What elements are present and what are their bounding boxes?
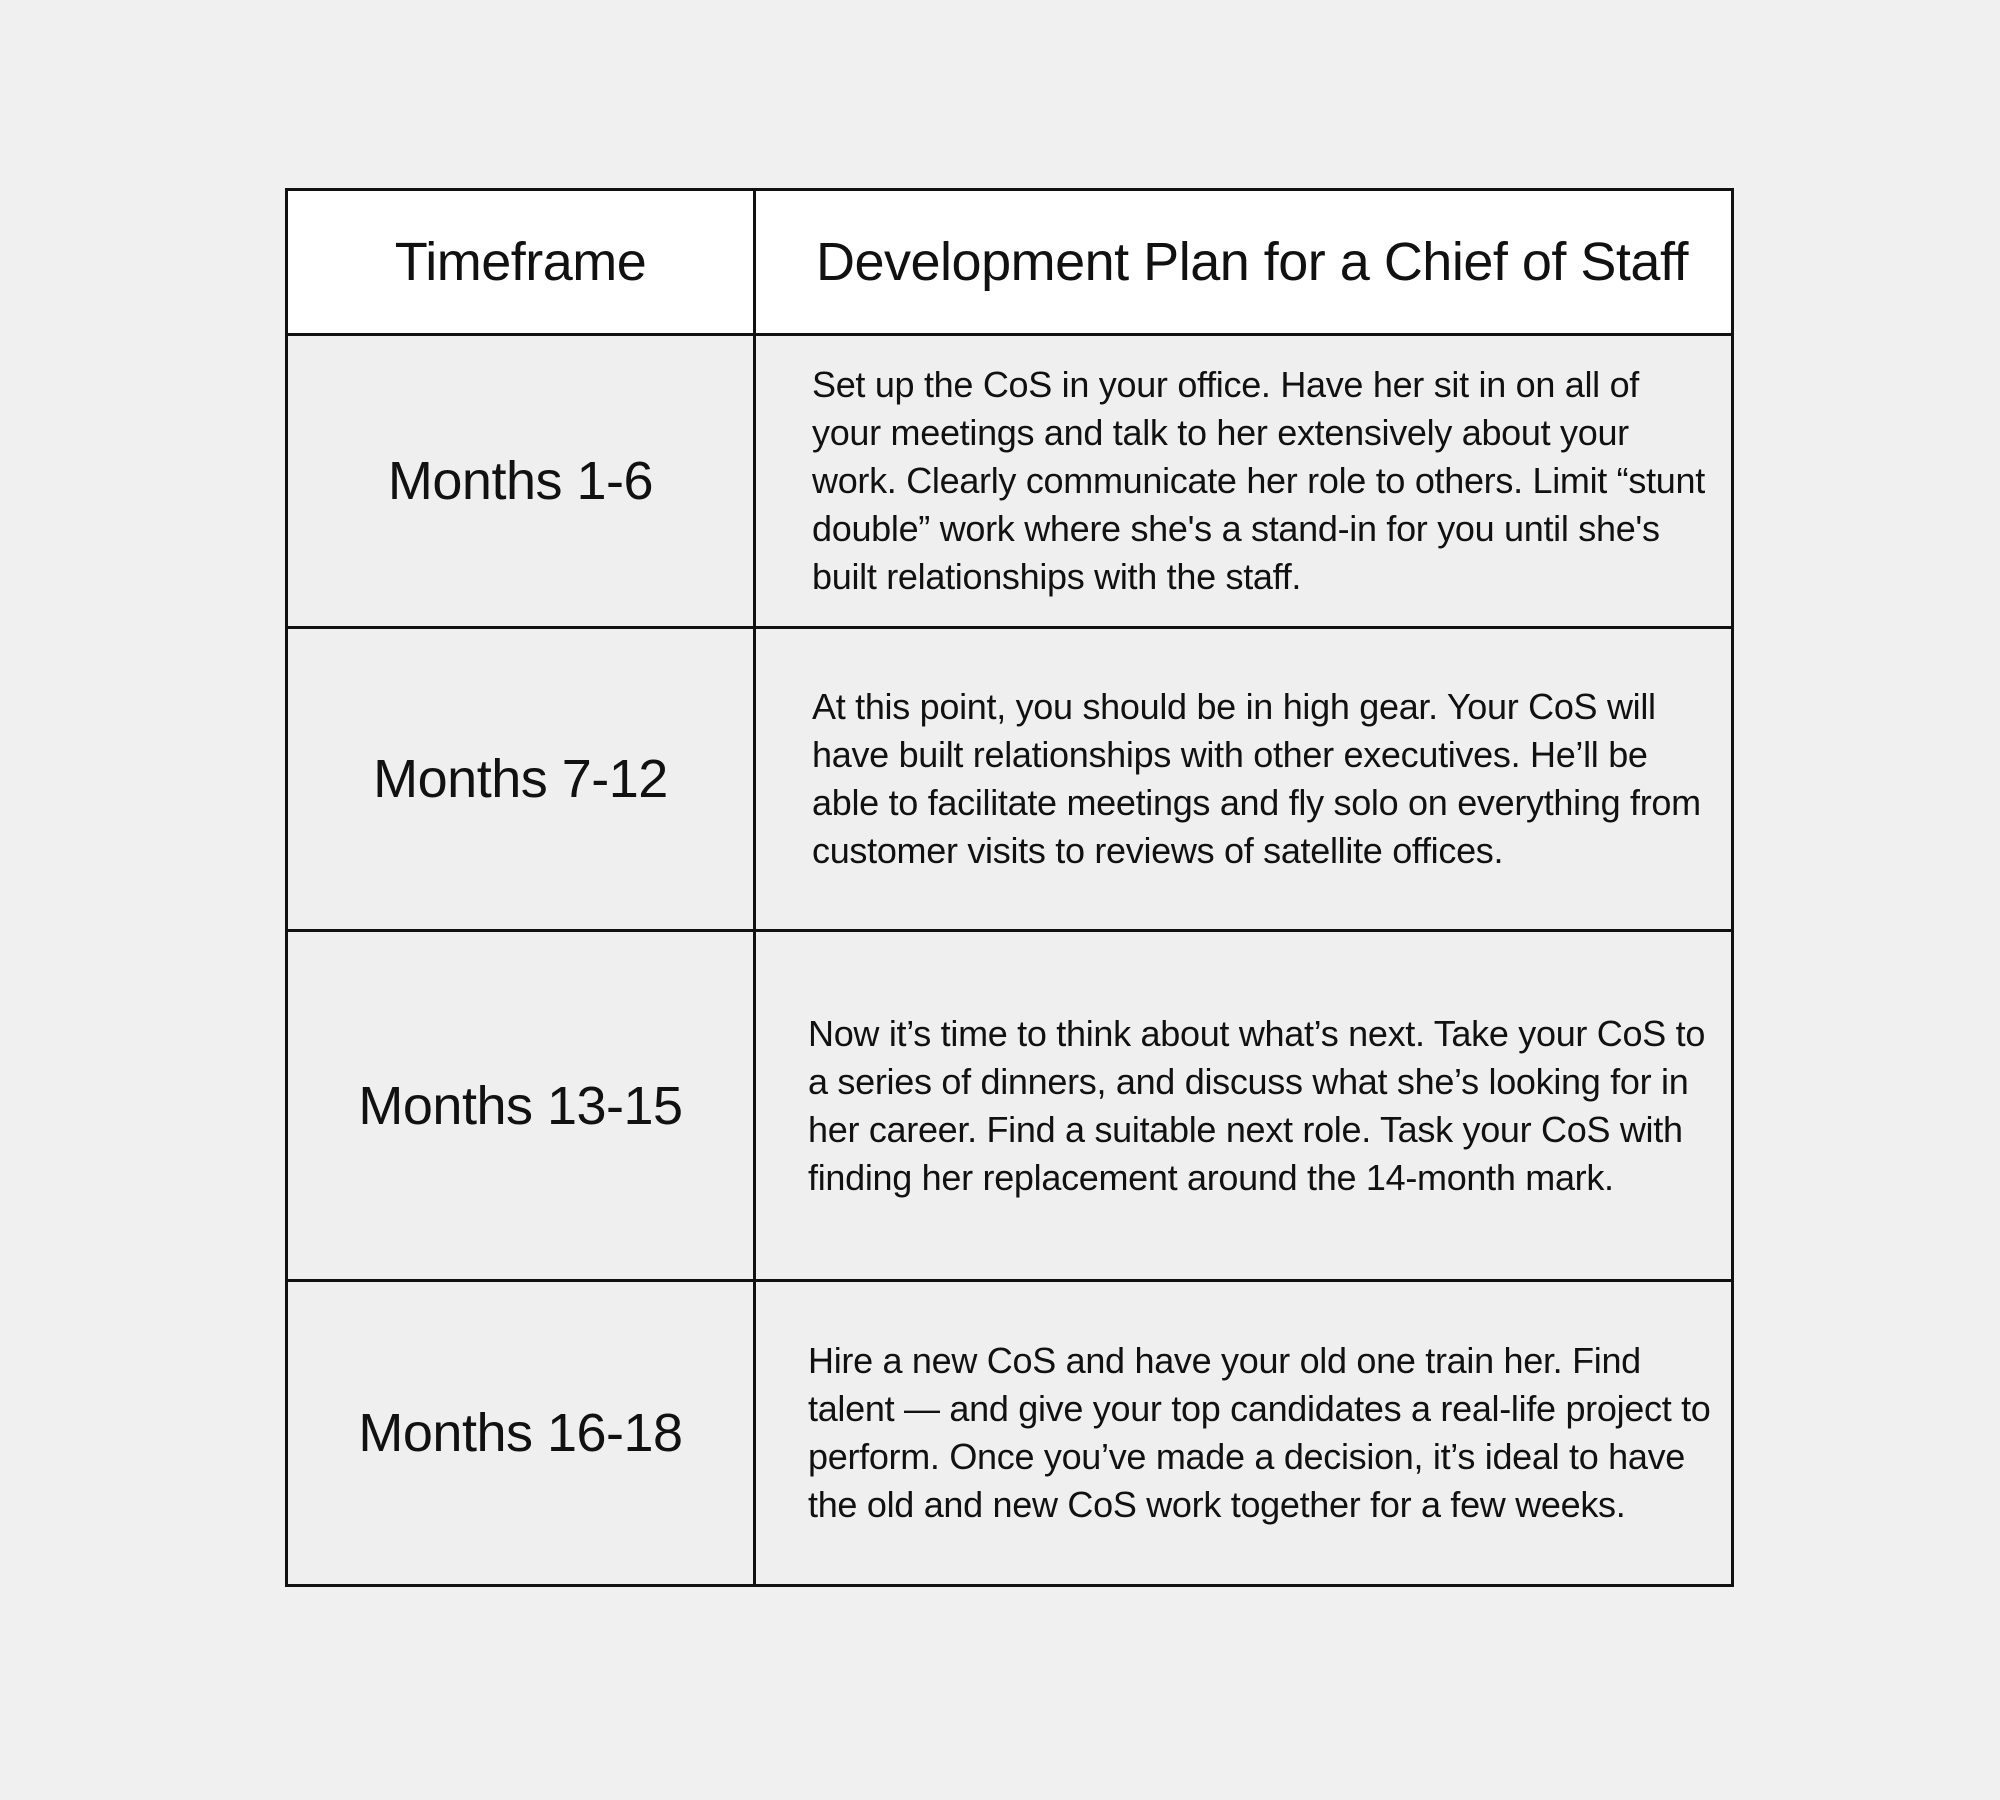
table-row [287, 335, 1733, 628]
table-row [287, 931, 1733, 1281]
development-plan-table [285, 188, 1734, 1587]
description-cell: Now it’s time to think about what’s next. Take your CoS to a series of dinners, and discuss what she’s looking for in her career. Find a suitable next role. Task your CoS with finding her replacement around the 14-month mark. [755, 931, 1733, 1281]
description-cell: Set up the CoS in your office. Have her sit in on all of your meetings and talk to her extensively about your work. Clearly communicate her role to others. Limit “stunt double” work where she's a stand-in for you until she's built relationships with the staff. [755, 335, 1733, 628]
description-cell: At this point, you should be in high gear. Your CoS will have built relationships with other executives. He’ll be able to facilitate meetings and fly solo on everything from customer visits to reviews of satellite offices. [755, 628, 1733, 931]
table-row [287, 1281, 1733, 1586]
timeframe-cell: Months 7-12 [287, 628, 755, 931]
description-cell: Hire a new CoS and have your old one train her. Find talent — and give your top candidates a real-life project to perform. Once you’ve made a decision, it’s ideal to have the old and new CoS work together for a few weeks. [755, 1281, 1733, 1586]
header-timeframe: Timeframe [287, 190, 755, 335]
table-row [287, 628, 1733, 931]
timeframe-cell: Months 1-6 [287, 335, 755, 628]
header-development-plan: Development Plan for a Chief of Staff [755, 190, 1733, 335]
timeframe-cell: Months 16-18 [287, 1281, 755, 1586]
table-header-row [287, 190, 1733, 335]
timeframe-cell: Months 13-15 [287, 931, 755, 1281]
